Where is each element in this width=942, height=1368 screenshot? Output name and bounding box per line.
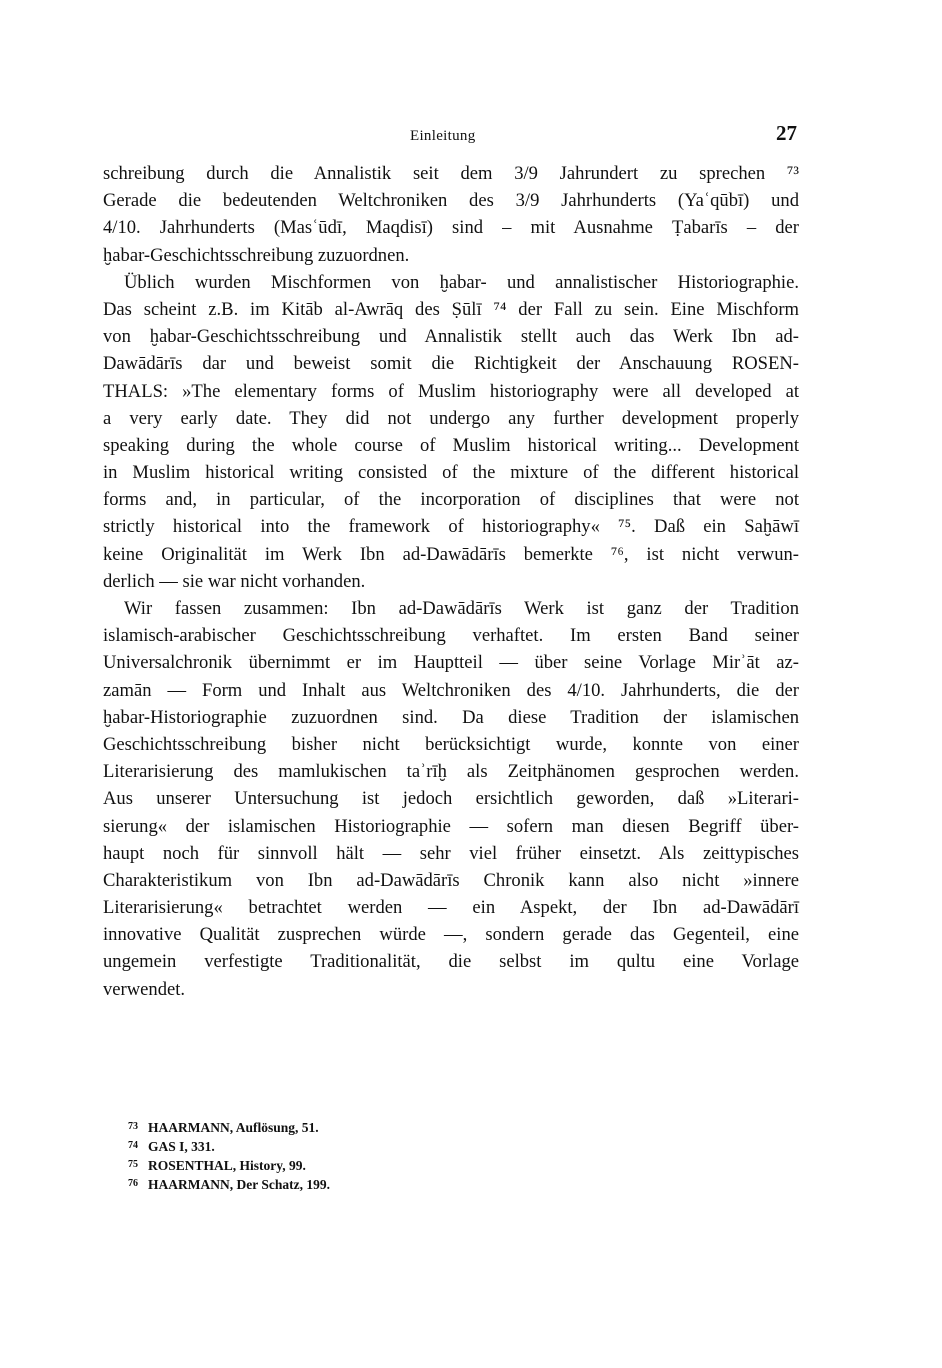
text-line: Aus unserer Untersuchung ist jedoch ersichtlich geworden, daß »Literari- xyxy=(103,788,799,810)
text-line: 4/10. Jahrhunderts (Masʿūdī, Maqdisī) sind – mit Ausnahme Ṭabarīs – der xyxy=(103,217,799,239)
footnote-text: HAARMANN, Auflösung, 51. xyxy=(148,1120,319,1135)
text-line: sierung« der islamischen Historiographie — sofern man diesen Begriff über- xyxy=(103,815,799,837)
footnote xyxy=(128,1117,528,1136)
text-line: ḫabar-Geschichtsschreibung zuzuordnen. xyxy=(103,244,410,266)
text-line: islamisch-arabischer Geschichtsschreibung verhaftet. Im ersten Band seiner xyxy=(103,625,799,647)
footnote-text: HAARMANN, Der Schatz, 199. xyxy=(148,1177,330,1192)
text-line: Universalchronik übernimmt er im Hauptteil — über seine Vorlage Mirʾāt az- xyxy=(103,652,799,674)
text-line: ungemein verfestigte Traditionalität, die selbst im qultu eine Vorlage xyxy=(103,951,799,973)
footnote-number: 73 xyxy=(128,1121,138,1132)
text-line: a very early date. They did not undergo any further development properly xyxy=(103,407,799,429)
footnotes xyxy=(128,1117,528,1193)
footnote-text: GAS I, 331. xyxy=(148,1139,215,1154)
text-line: Wir fassen zusammen: Ibn ad-Dawādārīs Werk ist ganz der Tradition xyxy=(124,598,799,619)
footnote-number: 76 xyxy=(128,1178,138,1189)
text-line: Dawādārīs dar und beweist somit die Richtigkeit der Anschauung ROSEN- xyxy=(103,353,799,375)
body-text xyxy=(103,160,799,1003)
text-line: haupt noch für sinnvoll hält — sehr viel früher einsetzt. Als zeittypisches xyxy=(103,842,799,864)
text-line: speaking during the whole course of Muslim historical writing... Development xyxy=(103,434,799,456)
text-line: strictly historical into the framework of historiography« ⁷⁵. Daß ein Saḫāwī xyxy=(103,516,799,538)
footnote-number: 74 xyxy=(128,1140,138,1151)
text-line: Geschichtsschreibung bisher nicht berücksichtigt wurde, konnte von einer xyxy=(103,733,799,755)
text-line: schreibung durch die Annalistik seit dem 3/9 Jahrundert zu sprechen ⁷³ xyxy=(103,163,799,184)
footnote-number: 75 xyxy=(128,1159,138,1170)
text-line: verwendet. xyxy=(103,978,186,1000)
text-line: Üblich wurden Mischformen von ḫabar- und annalistischer Historiographie. xyxy=(124,271,799,293)
footnote xyxy=(128,1155,528,1174)
text-line: Charakteristikum von Ibn ad-Dawādārīs Chronik kann also nicht »innere xyxy=(103,869,799,891)
text-line: forms and, in particular, of the incorporation of disciplines that were not xyxy=(103,489,799,511)
running-title: Einleitung xyxy=(410,128,476,144)
text-line: zamān — Form und Inhalt aus Weltchroniken des 4/10. Jahrhunderts, die der xyxy=(103,679,799,701)
footnote-text: ROSENTHAL, History, 99. xyxy=(148,1158,306,1173)
text-line: Literarisierung des mamlukischen taʾrīḫ als Zeitphänomen gesprochen werden. xyxy=(103,761,799,783)
text-line: von ḫabar-Geschichtsschreibung und Annalistik stellt auch das Werk Ibn ad- xyxy=(103,326,799,348)
text-line: innovative Qualität zusprechen würde —, sondern gerade das Gegenteil, eine xyxy=(103,924,799,946)
footnote xyxy=(128,1174,528,1193)
footnote xyxy=(128,1136,528,1155)
text-line: ḫabar-Historiographie zuzuordnen sind. Da diese Tradition der islamischen xyxy=(103,706,799,728)
text-line: THALS: »The elementary forms of Muslim historiography were all developed at xyxy=(103,380,799,402)
text-line: in Muslim historical writing consisted of the mixture of the different historical xyxy=(103,462,799,484)
text-line: Literarisierung« betrachtet werden — ein Aspekt, der Ibn ad-Dawādārī xyxy=(103,897,799,919)
text-line: derlich — sie war nicht vorhanden. xyxy=(103,570,366,592)
text-line: Das scheint z.B. im Kitāb al-Awrāq des Ṣūlī ⁷⁴ der Fall zu sein. Eine Mischform xyxy=(103,298,799,320)
page-number: 27 xyxy=(776,121,797,145)
text-line: keine Originalität im Werk Ibn ad-Dawādārīs bemerkte ⁷⁶, ist nicht verwun- xyxy=(103,543,799,565)
text-line: Gerade die bedeutenden Weltchroniken des 3/9 Jahrhunderts (Yaʿqūbī) und xyxy=(103,190,799,212)
